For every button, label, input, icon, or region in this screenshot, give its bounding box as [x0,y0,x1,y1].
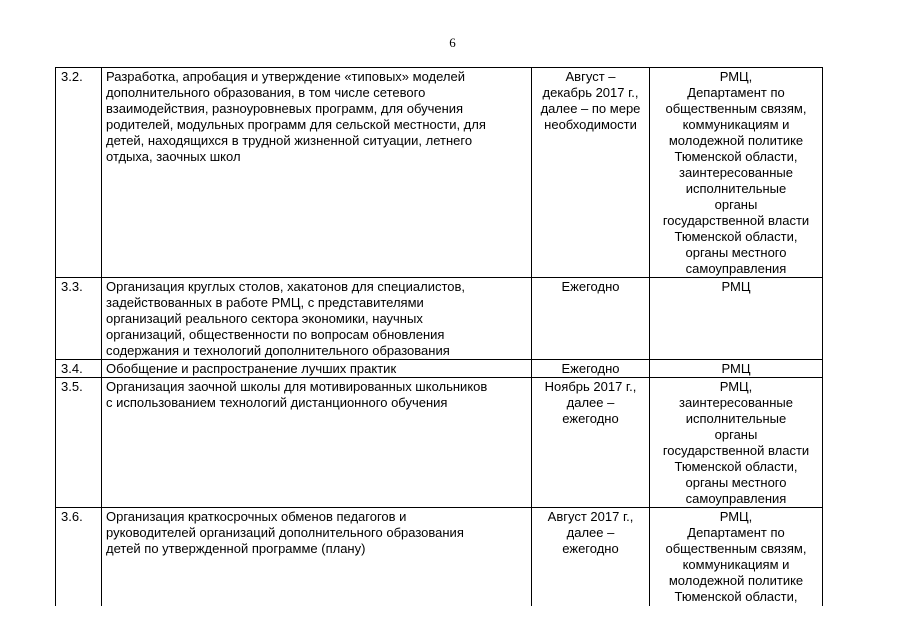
page-number: 6 [449,35,456,50]
row-number: 3.3. [56,278,102,360]
table-row [56,508,823,606]
action-plan-table [55,67,823,606]
row-number: 3.2. [56,68,102,278]
row-number: 3.4. [56,360,102,378]
responsible-parties: РМЦ, Департамент по общественным связям, коммуникациям и молодежной политике Тюменской области, заинтересованные исполнительные органы государственной власти Тюменской области, органы местного самоуправления [650,68,823,278]
table-row [56,278,823,360]
task-description: Организация заочной школы для мотивированных школьников с использованием технологий дистанционного обучения [102,378,532,508]
responsible-parties: РМЦ [650,360,823,378]
responsible-parties: РМЦ, Департамент по общественным связям, коммуникациям и молодежной политике Тюменской области, [650,508,823,606]
deadline: Ежегодно [532,278,650,360]
task-description: Организация краткосрочных обменов педагогов и руководителей организаций дополнительного образования детей по утвержденной программе (плану) [102,508,532,606]
deadline: Ежегодно [532,360,650,378]
table-row [56,68,823,278]
task-description: Организация круглых столов, хакатонов для специалистов, задействованных в работе РМЦ, с представителями организаций реального сектора экономики, научных организаций, общественности по вопросам обновления содержания и технологий дополнительного образования [102,278,532,360]
task-description: Разработка, апробация и утверждение «типовых» моделей дополнительного образования, в том числе сетевого взаимодействия, разноуровневых программ, для обучения родителей, модульных программ для сельской местности, для детей, находящихся в трудной жизненной ситуации, летнего отдыха, заочных школ [102,68,532,278]
deadline: Август 2017 г., далее – ежегодно [532,508,650,606]
deadline: Ноябрь 2017 г., далее – ежегодно [532,378,650,508]
table-row [56,360,823,378]
deadline: Август – декабрь 2017 г., далее – по мере необходимости [532,68,650,278]
responsible-parties: РМЦ, заинтересованные исполнительные органы государственной власти Тюменской области, органы местного самоуправления [650,378,823,508]
responsible-parties: РМЦ [650,278,823,360]
row-number: 3.5. [56,378,102,508]
row-number: 3.6. [56,508,102,606]
table-row [56,378,823,508]
task-description: Обобщение и распространение лучших практик [102,360,532,378]
